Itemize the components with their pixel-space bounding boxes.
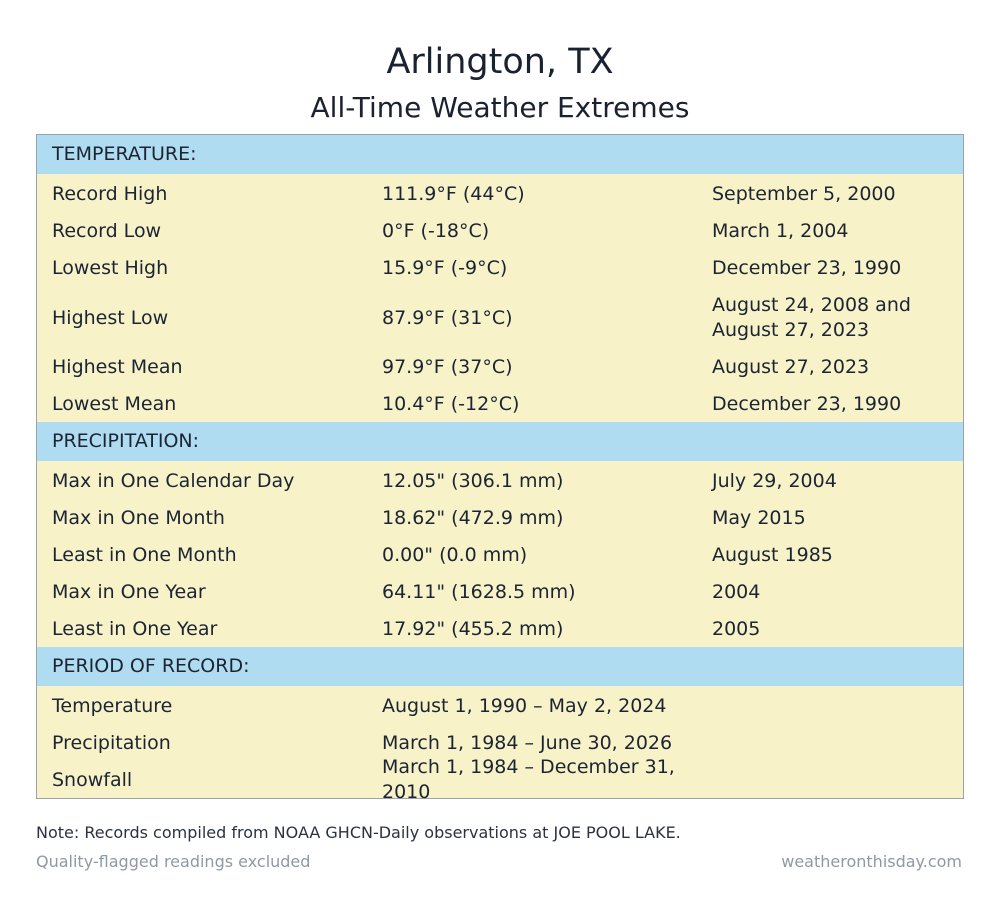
row-value-least-one-month: 0.00" (0.0 mm) [382, 544, 528, 566]
row-label-record-high: Record High [52, 183, 168, 205]
row-label-max-one-year: Max in One Year [52, 581, 206, 603]
row-value-lowest-mean: 10.4°F (-12°C) [382, 393, 520, 415]
row-date-record-high: September 5, 2000 [712, 183, 896, 205]
row-date-max-one-year: 2004 [712, 581, 761, 603]
row-label-max-calendar-day: Max in One Calendar Day [52, 470, 295, 492]
row-label-highest-low: Highest Low [52, 307, 169, 329]
row-date-highest-low: August 24, 2008 and [712, 294, 911, 316]
page-title: Arlington, TX [386, 42, 614, 82]
row-label-lowest-high: Lowest High [52, 257, 169, 279]
row-date-least-one-month: August 1985 [712, 544, 833, 566]
row-date-record-low: March 1, 2004 [712, 220, 849, 242]
row-label-least-one-year: Least in One Year [52, 618, 218, 640]
row-value-record-low: 0°F (-18°C) [382, 220, 490, 242]
source-note: Note: Records compiled from NOAA GHCN-Daily observations at JOE POOL LAKE. [36, 823, 681, 842]
row-date-max-calendar-day: July 29, 2004 [712, 470, 837, 492]
row-label-lowest-mean: Lowest Mean [52, 393, 177, 415]
extremes-table [36, 134, 964, 803]
row-value-highest-mean: 97.9°F (37°C) [382, 356, 513, 378]
row-label-period-precipitation: Precipitation [52, 732, 171, 754]
row-value-period-snowfall: March 1, 1984 – December 31, [382, 756, 675, 778]
row-value-max-one-month: 18.62" (472.9 mm) [382, 507, 564, 529]
section-header-temperature: TEMPERATURE: [37, 135, 963, 174]
page-subtitle: All-Time Weather Extremes [310, 91, 690, 124]
row-value-max-calendar-day: 12.05" (306.1 mm) [382, 470, 564, 492]
row-label-highest-mean: Highest Mean [52, 356, 183, 378]
row-value-highest-low: 87.9°F (31°C) [382, 307, 513, 329]
row-date-lowest-high: December 23, 1990 [712, 257, 902, 279]
row-value-period-precipitation: March 1, 1984 – June 30, 2026 [382, 732, 673, 754]
row-label-max-one-month: Max in One Month [52, 507, 225, 529]
section-header-period-of-record: PERIOD OF RECORD: [37, 647, 963, 686]
row-value-least-one-year: 17.92" (455.2 mm) [382, 618, 564, 640]
row-value-max-one-year: 64.11" (1628.5 mm) [382, 581, 576, 603]
row-date-lowest-mean: December 23, 1990 [712, 393, 902, 415]
row-value-period-temperature: August 1, 1990 – May 2, 2024 [382, 695, 667, 717]
row-date-max-one-month: May 2015 [712, 507, 806, 529]
row-date-least-one-year: 2005 [712, 618, 761, 640]
row-label-least-one-month: Least in One Month [52, 544, 237, 566]
row-value-period-snowfall-line2: 2010 [382, 781, 431, 803]
row-date-highest-low-line2: August 27, 2023 [712, 319, 870, 341]
footer-site-credit: weatheronthisday.com [781, 852, 962, 871]
row-value-record-high: 111.9°F (44°C) [382, 183, 525, 205]
row-label-period-snowfall: Snowfall [52, 769, 133, 791]
row-label-period-temperature: Temperature [52, 695, 173, 717]
row-value-lowest-high: 15.9°F (-9°C) [382, 257, 508, 279]
section-header-precipitation: PRECIPITATION: [37, 422, 963, 461]
footer-quality-note: Quality-flagged readings excluded [36, 852, 311, 871]
row-date-highest-mean: August 27, 2023 [712, 356, 870, 378]
row-label-record-low: Record Low [52, 220, 162, 242]
